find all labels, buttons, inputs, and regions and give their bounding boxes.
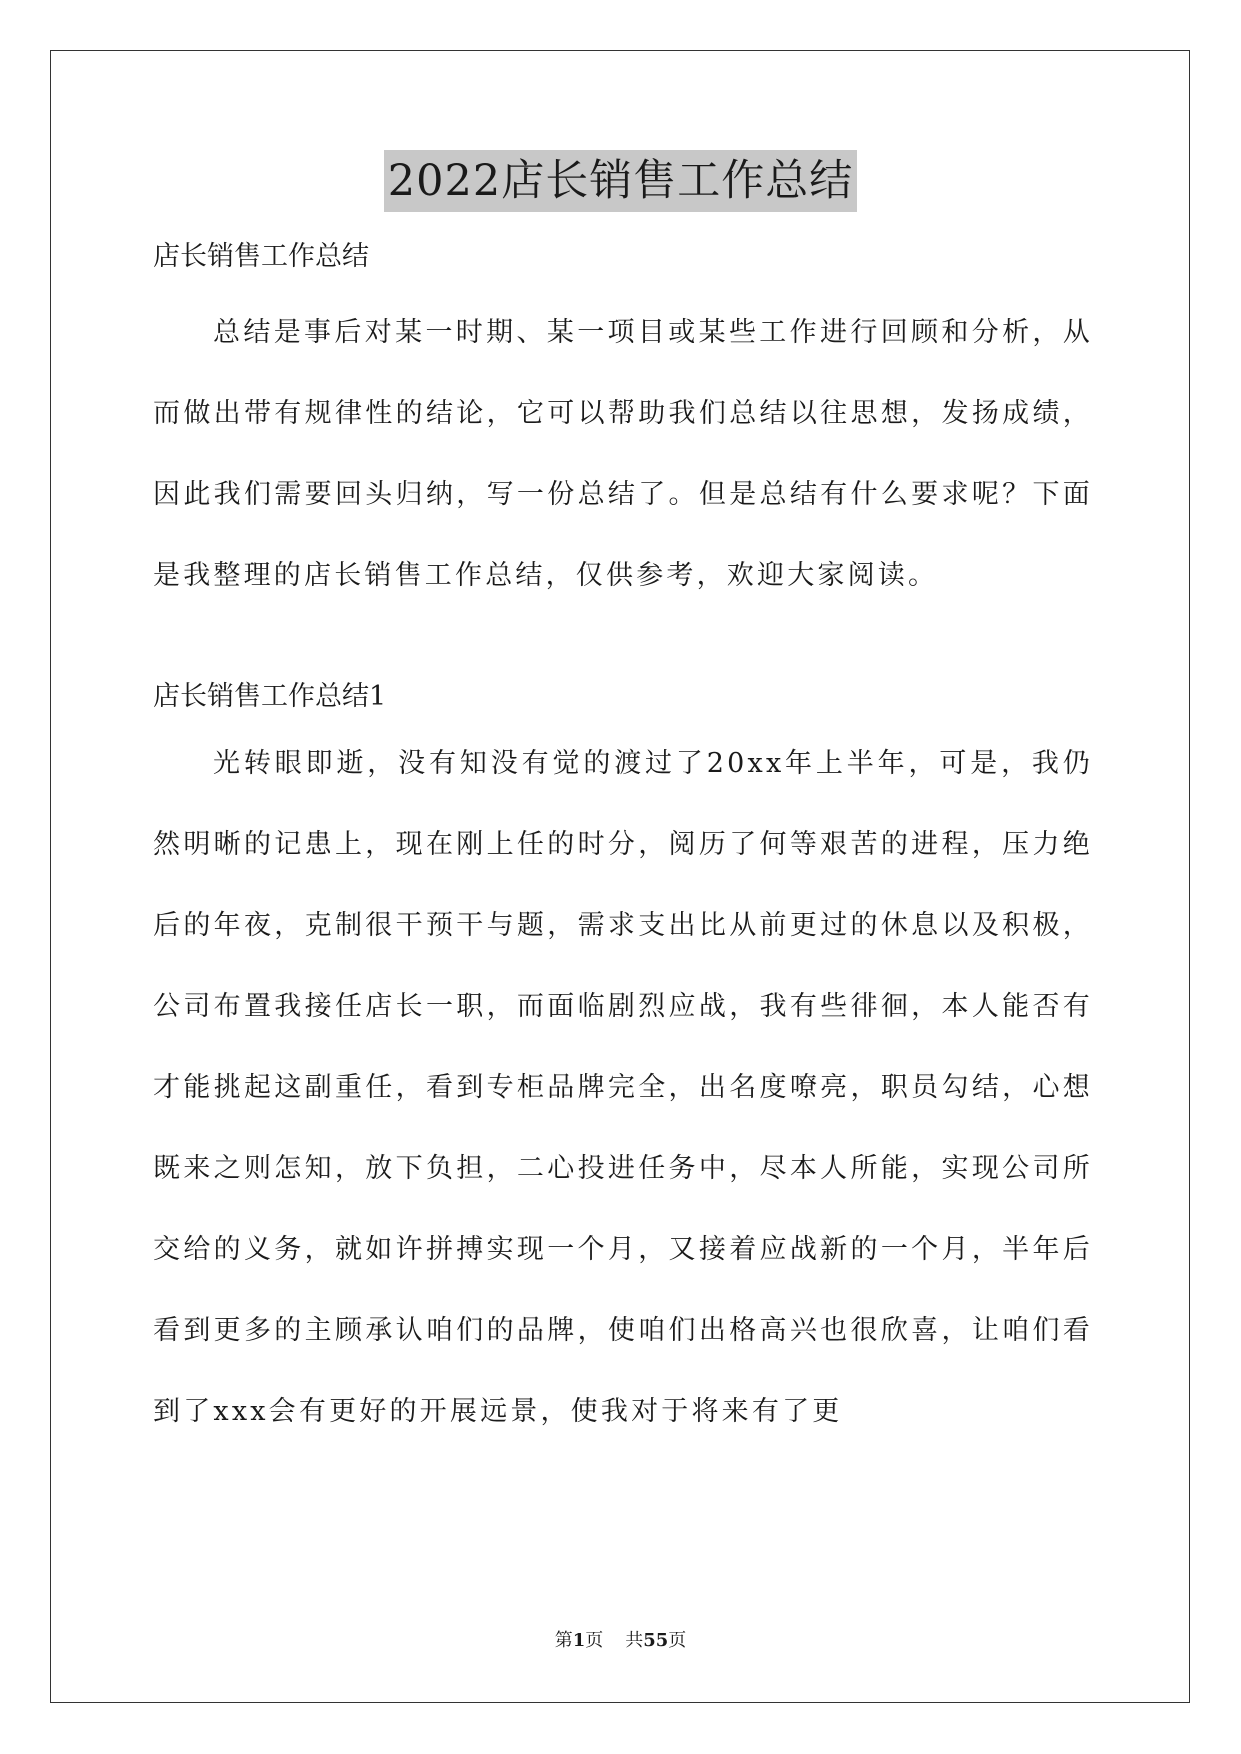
page-number-footer [0,1629,1241,1653]
section-1-paragraph: 光转眼即逝，没有知没有觉的渡过了20xx年上半年，可是，我仍然明晰的记患上，现在刚上任的时分，阅历了何等艰苦的进程，压力绝后的年夜，克制很干预干与题，需求支出比从前更过的休息以及积极，公司布置我接任店长一职，而面临剧烈应战，我有些徘徊，本人能否有才能挑起这副重任，看到专柜品牌完全，出名度嘹亮，职员勾结，心想既来之则怎知，放下负担，二心投进任务中，尽本人所能，实现公司所交给的义务，就如许拼搏实现一个月，又接着应战新的一个月，半年后看到更多的主顾承认咱们的品牌，使咱们出格高兴也很欣喜，让咱们看到了xxx会有更好的开展远景，使我对于将来有了更 [153,748,1093,1427]
page-label-suffix: 页 [585,1630,604,1651]
document-subtitle: 店长销售工作总结 [153,241,369,272]
page-label-prefix: 第 [554,1630,573,1651]
total-label-suffix: 页 [668,1630,687,1651]
document-title: 2022店长销售工作总结 [384,150,857,212]
total-label-prefix: 共 [625,1630,644,1651]
total-page-count: 55 [643,1630,669,1651]
document-title-wrapper [0,150,1241,212]
intro-paragraph: 总结是事后对某一时期、某一项目或某些工作进行回顾和分析，从而做出带有规律性的结论，它可以帮助我们总结以往思想，发扬成绩，因此我们需要回头归纳，写一份总结了。但是总结有什么要求呢？下面是我整理的店长销售工作总结，仅供参考，欢迎大家阅读。 [153,317,1093,591]
section-1-heading: 店长销售工作总结1 [153,681,387,712]
current-page-number: 1 [572,1630,586,1651]
